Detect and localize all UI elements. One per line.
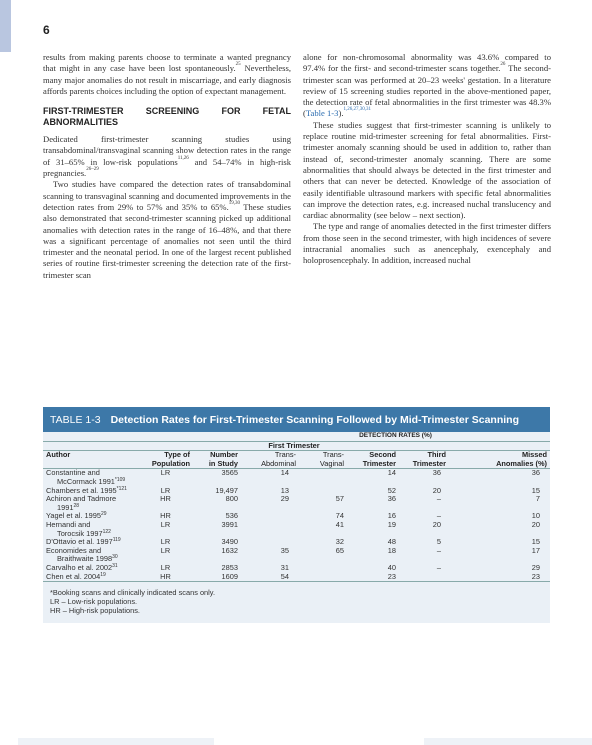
paragraph: The type and range of anomalies detected in the first trimester differs from those seen in the second trimester, with high incidences of severe intracranial anomalies such as anencephaly, exencephaly and holoprosencephaly. In addition, increased nuchal [303, 221, 551, 266]
cell-missed: 36 [531, 468, 540, 478]
citation: 11,26 [177, 155, 189, 161]
cell-number: 800 [225, 494, 238, 504]
cell-type: HR [160, 571, 171, 581]
paragraph: These studies suggest that first-trimester scanning is unlikely to replace routine mid-trimester screening for fetal abnormalities. First-trimester anomaly scanning should be used in addition to, rather than instead of, second-trimester anomaly scanning. There are some abnormalities that should always be detected in the first trimester and others that can never be detected. Knowledge of the association of easily identifiable ultrasound markers with specific fetal abnormalities can improve the detection rates, e.g. increased nuchal translucency and cardiac abnormality (see below – next section). [303, 119, 551, 221]
table-row [43, 469, 550, 487]
cell-type: HR [160, 511, 171, 521]
chapter-tab [0, 0, 11, 52]
footnote: *Booking scans and clinically indicated scans only. [50, 588, 216, 598]
cell-author: Chambers et al. 1995$^{*121}$ [46, 485, 127, 495]
cell-missed: 10 [531, 511, 540, 521]
cell-transabdominal: 31 [280, 562, 289, 572]
citation: 31 [112, 562, 118, 569]
cell-third: 5 [436, 537, 441, 547]
cell-number: 1609 [221, 571, 238, 581]
table-row [43, 512, 550, 521]
paragraph: Dedicated first-trimester scanning studies using transabdominal/transvaginal scanning show detection rates in the range of 31–65% in low-risk populations$^{11,26}$ and 54–74% in high-risk pregnancies.$^{26-29}$ [43, 134, 291, 179]
cell-type: LR [160, 537, 171, 547]
cell-transabdominal: 13 [280, 485, 289, 495]
cell-type: LR [160, 562, 171, 572]
col-header-second: Second Trimester [347, 451, 399, 469]
cell-missed: 15 [531, 485, 540, 495]
page-bottom-band [18, 738, 214, 745]
cell-transvaginal: 41 [335, 519, 344, 529]
table-row [43, 495, 550, 512]
table-row [43, 521, 550, 538]
page-bottom-band [424, 738, 592, 745]
cell-third [399, 573, 449, 582]
table-row [43, 564, 550, 573]
table-title: Detection Rates for First-Trimester Scanning Followed by Mid-Trimester Scanning [110, 413, 519, 426]
cell-third: – [436, 545, 441, 555]
cell-author: Achiron and Tadmore 1991$^{28}$ [46, 494, 117, 512]
cell-author: Yagel et al. 1995$^{29}$ [46, 511, 107, 521]
citation: 28 [73, 502, 80, 509]
col-header-transabdominal: Trans- Abdominal [241, 451, 299, 469]
cell-second: 18 [387, 545, 396, 555]
cell-transvaginal [299, 564, 347, 573]
citation: 19 [100, 571, 106, 578]
cell-number: 3490 [221, 537, 238, 547]
cell-missed: 20 [531, 519, 540, 529]
cell-second: 52 [387, 485, 396, 495]
data-table [43, 432, 550, 581]
cell-number: 2853 [221, 562, 238, 572]
footnote: LR – Low-risk populations. [50, 597, 138, 607]
cell-transabdominal [241, 521, 299, 538]
col-header-transvaginal: Trans- Vaginal [299, 451, 347, 469]
table-body [43, 469, 550, 581]
table-footnotes [43, 581, 550, 623]
cell-author: Carvalho et al. 2002$^{31}$ [46, 562, 118, 572]
cell-second: 48 [387, 537, 396, 547]
citation: 122 [102, 528, 111, 535]
cell-second: 40 [387, 562, 396, 572]
cell-number: 19,497 [215, 485, 238, 495]
citation: 19,30 [228, 200, 240, 206]
cell-third: – [436, 511, 441, 521]
group-header: DETECTION RATES (%) [241, 432, 550, 441]
citation: *109 [114, 476, 126, 483]
section-heading: FIRST-TRIMESTER SCREENING FOR FETAL ABNORMALITIES [43, 106, 291, 128]
cell-third: 20 [432, 519, 441, 529]
cell-type: HR [160, 494, 171, 504]
citation: 119 [112, 537, 121, 544]
cell-transabdominal [241, 512, 299, 521]
cell-transabdominal: 29 [280, 494, 289, 504]
cell-missed: 23 [531, 571, 540, 581]
cell-number: 3565 [221, 468, 238, 478]
col-header-type: Type of Population [138, 451, 193, 469]
cell-author: Constantine and McCormack 1991$^{*109}$ [46, 468, 126, 486]
cell-transabdominal: 14 [280, 468, 289, 478]
paragraph: Two studies have compared the detection rates of transabdominal scanning to transvaginal scanning and documented improvements in the detection rates from 29% to 57% and 35% to 65%.$^{19,30}$ These studies also demonstrated that second-trimester scanning picked up additional anomalies with detection rates in the range of 16–48%, and that there was a significant percentage of anomalies not seen until the third trimester and the neonatal period. In one of the largest recent published series of routine first-trimester screening the detection rate of the first-trimester scan [43, 179, 291, 280]
cell-third: 36 [432, 468, 441, 478]
citation: 26–29 [86, 167, 99, 173]
paragraph: results from making parents choose to terminate a wanted pregnancy that might in any case have been lost spontaneously.$^{25}$ Nevertheless, many major anomalies do not result in miscarriage, and early diagnosis affords parents choices including the option of expectant management. [43, 52, 291, 96]
citation: *121 [116, 485, 127, 492]
sub-group-header: First Trimester [241, 441, 347, 451]
table-row [43, 573, 550, 582]
cell-second: 16 [387, 511, 396, 521]
table-number: TABLE 1-3 [50, 413, 101, 426]
table-link[interactable]: Table 1-3 [305, 108, 339, 119]
cell-second: 14 [387, 468, 396, 478]
right-column [303, 52, 551, 267]
table-header-bar [43, 407, 550, 432]
cell-number: 536 [225, 511, 238, 521]
cell-author: Economides and Braithwaite 1998$^{30}$ [46, 545, 118, 564]
cell-type: LR [160, 519, 171, 529]
cell-second: 19 [387, 519, 396, 529]
cell-type: LR [160, 468, 171, 478]
cell-third: 20 [432, 485, 441, 495]
paragraph: alone for non-chromosomal abnormality was 43.6% compared to 97.4% for the first- and second-trimester scans together.$^{26}$ The second-trimester scan was performed at 20–23 weeks' gestation. In a literature review of 15 screening studies reported in the above-mentioned paper, the detection rate of fetal abnormalities in the first trimester was 48.3% (Table 1-3).$^{1,26,27,30,31}$ [303, 52, 551, 119]
cell-number: 1632 [221, 545, 238, 555]
table-row [43, 547, 550, 564]
table-row [43, 538, 550, 547]
cell-transabdominal [241, 538, 299, 547]
citation: 1,26,27,30,31 [343, 107, 371, 113]
cell-third: – [436, 494, 441, 504]
cell-transvaginal [299, 573, 347, 582]
cell-transvaginal: 57 [335, 494, 344, 504]
cell-number: 3991 [221, 519, 238, 529]
cell-transabdominal: 54 [280, 571, 289, 581]
cell-missed: 15 [531, 537, 540, 547]
cell-second: 36 [387, 494, 396, 504]
cell-missed: 7 [535, 494, 540, 504]
cell-transvaginal: 65 [335, 545, 344, 555]
col-header-author: Author [43, 451, 138, 469]
page-number: 6 [43, 23, 50, 37]
col-header-third: Third Trimester [399, 451, 449, 469]
citation: 30 [112, 554, 118, 561]
cell-missed: 17 [531, 545, 540, 555]
detection-rates-table [43, 407, 550, 623]
cell-transvaginal: 32 [335, 537, 344, 547]
cell-author: Hernandi and Torocsik 1997$^{122}$ [46, 519, 111, 538]
cell-transvaginal [299, 469, 347, 487]
cell-second: 23 [387, 571, 396, 581]
cell-missed: 29 [531, 562, 540, 572]
cell-transabdominal: 35 [280, 545, 289, 555]
citation: 25 [235, 62, 241, 68]
col-header-number: Number in Study [193, 451, 241, 469]
left-column [43, 52, 291, 281]
table-row [43, 487, 550, 496]
cell-author: Chen et al. 2004$^{19}$ [46, 571, 106, 581]
cell-type: LR [160, 485, 171, 495]
citation: 29 [100, 511, 107, 518]
col-header-missed: Missed Anomalies (%) [449, 451, 550, 469]
cell-author: D'Ottavio et al. 1997$^{119}$ [46, 537, 121, 547]
cell-third: – [436, 562, 441, 572]
cell-transvaginal: 74 [335, 511, 344, 521]
citation: 26 [500, 62, 506, 68]
footnote: HR – High-risk populations. [50, 606, 140, 616]
cell-type: LR [160, 545, 171, 555]
